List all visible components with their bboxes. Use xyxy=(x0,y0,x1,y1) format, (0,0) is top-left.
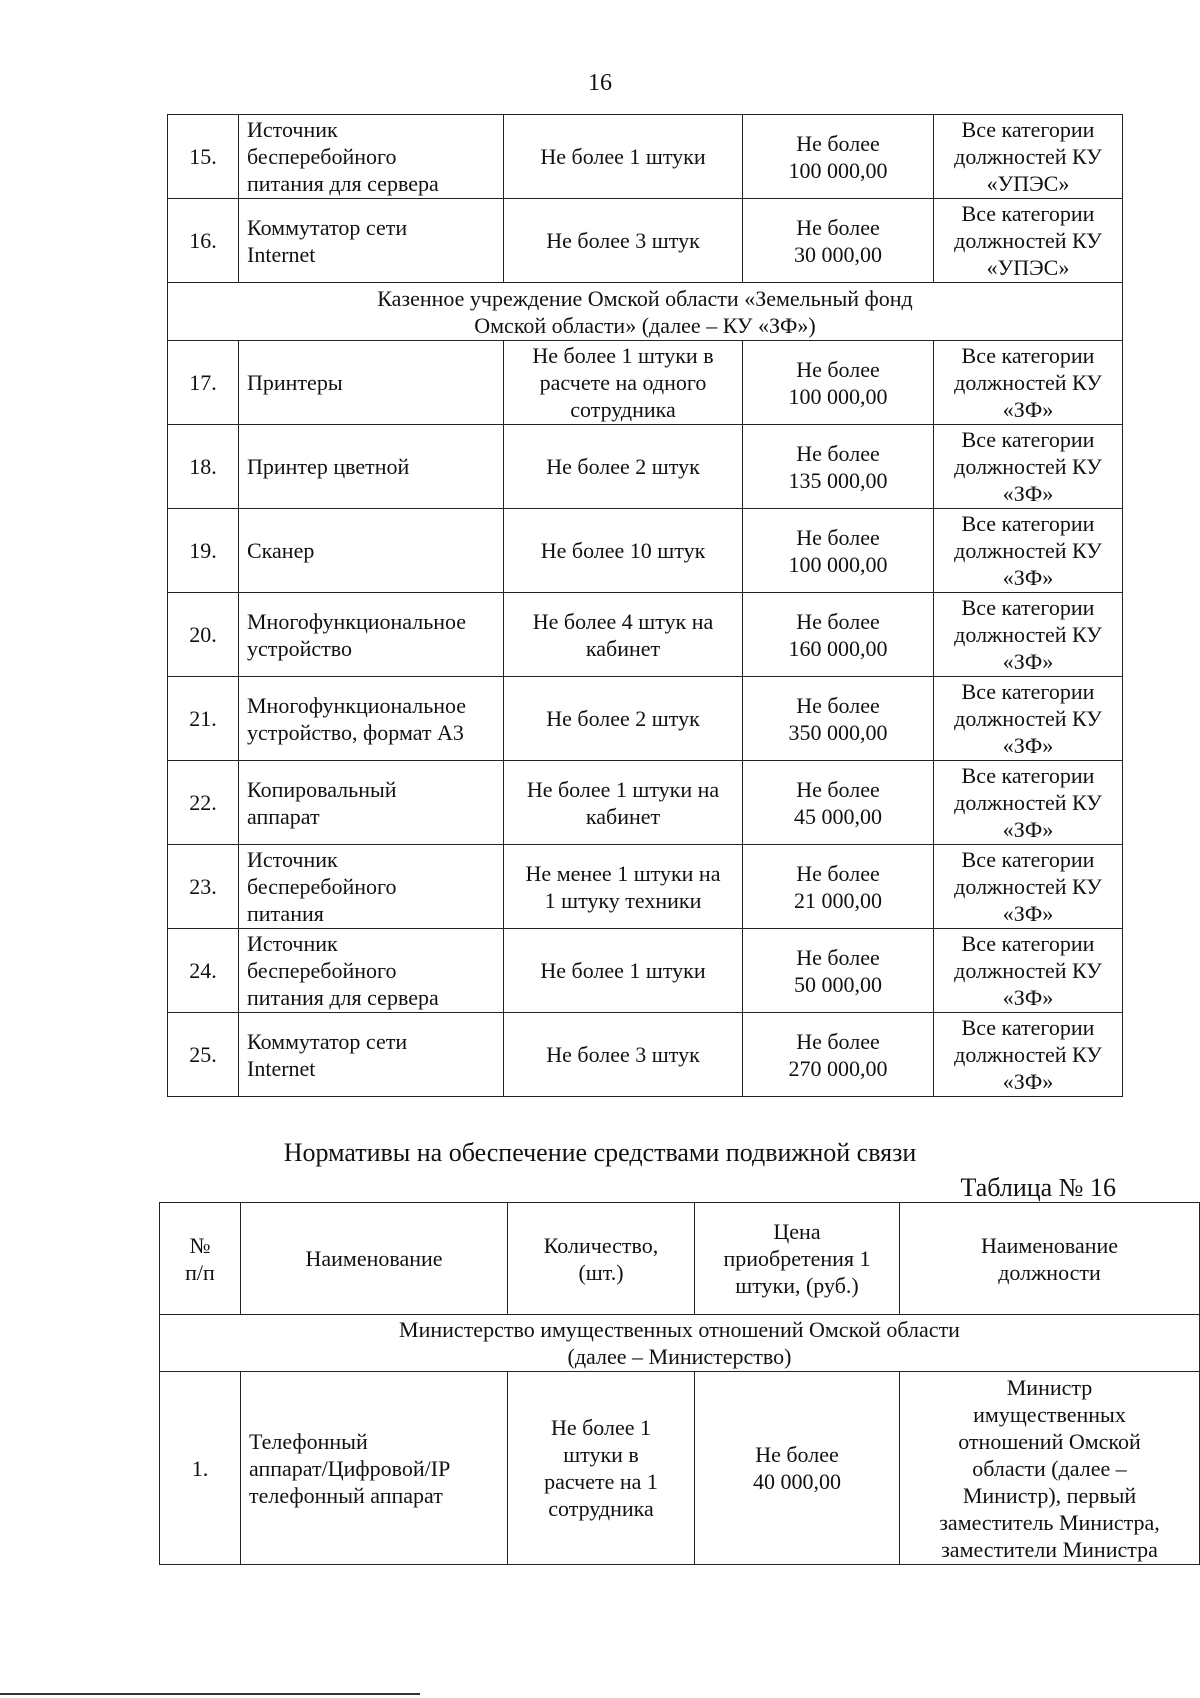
item-name-cell: Копировальный аппарат xyxy=(239,761,504,845)
item-name-cell: Коммутатор сети Internet xyxy=(239,199,504,283)
row-number-cell: 19. xyxy=(168,509,239,593)
price-cell: Не более 160 000,00 xyxy=(743,593,934,677)
price-cell: Не более 21 000,00 xyxy=(743,845,934,929)
table-label: Таблица № 16 xyxy=(960,1173,1116,1202)
quantity-cell: Не более 1 штуки xyxy=(504,929,743,1013)
price-cell: Не более 100 000,00 xyxy=(743,341,934,425)
price-cell: Не более 270 000,00 xyxy=(743,1013,934,1097)
price-cell: Не более 50 000,00 xyxy=(743,929,934,1013)
row-number-cell: 1. xyxy=(160,1372,241,1565)
table-row xyxy=(168,761,1123,845)
header-name-cell: Наименование xyxy=(241,1203,508,1315)
positions-cell: Все категории должностей КУ «УПЭС» xyxy=(934,199,1123,283)
quantity-cell: Не более 1 штуки xyxy=(504,115,743,199)
positions-cell: Все категории должностей КУ «ЗФ» xyxy=(934,509,1123,593)
row-number-cell: 17. xyxy=(168,341,239,425)
row-number-cell: 24. xyxy=(168,929,239,1013)
table-row xyxy=(168,593,1123,677)
positions-cell: Все категории должностей КУ «ЗФ» xyxy=(934,341,1123,425)
price-cell: Не более 100 000,00 xyxy=(743,115,934,199)
row-number-cell: 23. xyxy=(168,845,239,929)
group-header-row xyxy=(160,1315,1200,1372)
item-name-cell: Источник бесперебойного питания xyxy=(239,845,504,929)
price-cell: Не более 45 000,00 xyxy=(743,761,934,845)
table-row xyxy=(168,199,1123,283)
quantity-cell: Не более 3 штук xyxy=(504,1013,743,1097)
item-name-cell: Телефонный аппарат/Цифровой/IP телефонный аппарат xyxy=(241,1372,508,1565)
item-name-cell: Источник бесперебойного питания для сервера xyxy=(239,929,504,1013)
price-cell: Не более 135 000,00 xyxy=(743,425,934,509)
row-number-cell: 20. xyxy=(168,593,239,677)
table-row xyxy=(168,1013,1123,1097)
row-number-cell: 21. xyxy=(168,677,239,761)
header-price-cell: Цена приобретения 1 штуки, (руб.) xyxy=(695,1203,900,1315)
item-name-cell: Многофункциональное устройство xyxy=(239,593,504,677)
position-cell: Министр имущественных отношений Омской области (далее – Министр), первый заместитель Министра, заместители Министра xyxy=(900,1372,1200,1565)
ministry-heading-cell: Министерство имущественных отношений Омской области (далее – Министерство) xyxy=(160,1315,1200,1372)
row-number-cell: 16. xyxy=(168,199,239,283)
positions-cell: Все категории должностей КУ «ЗФ» xyxy=(934,677,1123,761)
table-row xyxy=(168,341,1123,425)
header-qty-cell: Количество, (шт.) xyxy=(508,1203,695,1315)
table-row xyxy=(168,677,1123,761)
positions-cell: Все категории должностей КУ «ЗФ» xyxy=(934,593,1123,677)
table-row xyxy=(168,929,1123,1013)
quantity-cell: Не более 3 штук xyxy=(504,199,743,283)
quantity-cell: Не более 1 штуки в расчете на одного сотрудника xyxy=(504,341,743,425)
item-name-cell: Многофункциональное устройство, формат А3 xyxy=(239,677,504,761)
table-row xyxy=(168,509,1123,593)
institution-heading-cell: Казенное учреждение Омской области «Земельный фонд Омской области» (далее – КУ «ЗФ») xyxy=(168,283,1123,341)
price-cell: Не более 100 000,00 xyxy=(743,509,934,593)
table-row xyxy=(160,1372,1200,1565)
quantity-cell: Не более 1 штуки в расчете на 1 сотрудника xyxy=(508,1372,695,1565)
item-name-cell: Принтеры xyxy=(239,341,504,425)
quantity-cell: Не более 4 штук на кабинет xyxy=(504,593,743,677)
positions-cell: Все категории должностей КУ «УПЭС» xyxy=(934,115,1123,199)
quantity-cell: Не более 10 штук xyxy=(504,509,743,593)
section-title: Нормативы на обеспечение средствами подвижной связи xyxy=(283,1138,917,1167)
item-name-cell: Принтер цветной xyxy=(239,425,504,509)
header-position-cell: Наименование должности xyxy=(900,1203,1200,1315)
item-name-cell: Коммутатор сети Internet xyxy=(239,1013,504,1097)
page-edge-line xyxy=(0,1693,420,1695)
table-row xyxy=(168,115,1123,199)
quantity-cell: Не более 2 штук xyxy=(504,677,743,761)
row-number-cell: 25. xyxy=(168,1013,239,1097)
equipment-norms-table xyxy=(167,114,1123,1097)
price-cell: Не более 30 000,00 xyxy=(743,199,934,283)
price-cell: Не более 350 000,00 xyxy=(743,677,934,761)
table-row xyxy=(168,845,1123,929)
mobile-communication-norms-table xyxy=(159,1202,1200,1565)
equipment-norms-table-body xyxy=(168,115,1123,1097)
header-num-cell: № п/п xyxy=(160,1203,241,1315)
row-number-cell: 22. xyxy=(168,761,239,845)
group-header-row xyxy=(168,283,1123,341)
page-number: 16 xyxy=(588,70,612,96)
positions-cell: Все категории должностей КУ «ЗФ» xyxy=(934,425,1123,509)
item-name-cell: Источник бесперебойного питания для сервера xyxy=(239,115,504,199)
price-cell: Не более 40 000,00 xyxy=(695,1372,900,1565)
positions-cell: Все категории должностей КУ «ЗФ» xyxy=(934,929,1123,1013)
mobile-communication-norms-table-body xyxy=(160,1203,1200,1565)
quantity-cell: Не более 2 штук xyxy=(504,425,743,509)
row-number-cell: 15. xyxy=(168,115,239,199)
table-row xyxy=(168,425,1123,509)
quantity-cell: Не менее 1 штуки на 1 штуку техники xyxy=(504,845,743,929)
table-header-row xyxy=(160,1203,1200,1315)
quantity-cell: Не более 1 штуки на кабинет xyxy=(504,761,743,845)
item-name-cell: Сканер xyxy=(239,509,504,593)
row-number-cell: 18. xyxy=(168,425,239,509)
positions-cell: Все категории должностей КУ «ЗФ» xyxy=(934,1013,1123,1097)
positions-cell: Все категории должностей КУ «ЗФ» xyxy=(934,845,1123,929)
positions-cell: Все категории должностей КУ «ЗФ» xyxy=(934,761,1123,845)
